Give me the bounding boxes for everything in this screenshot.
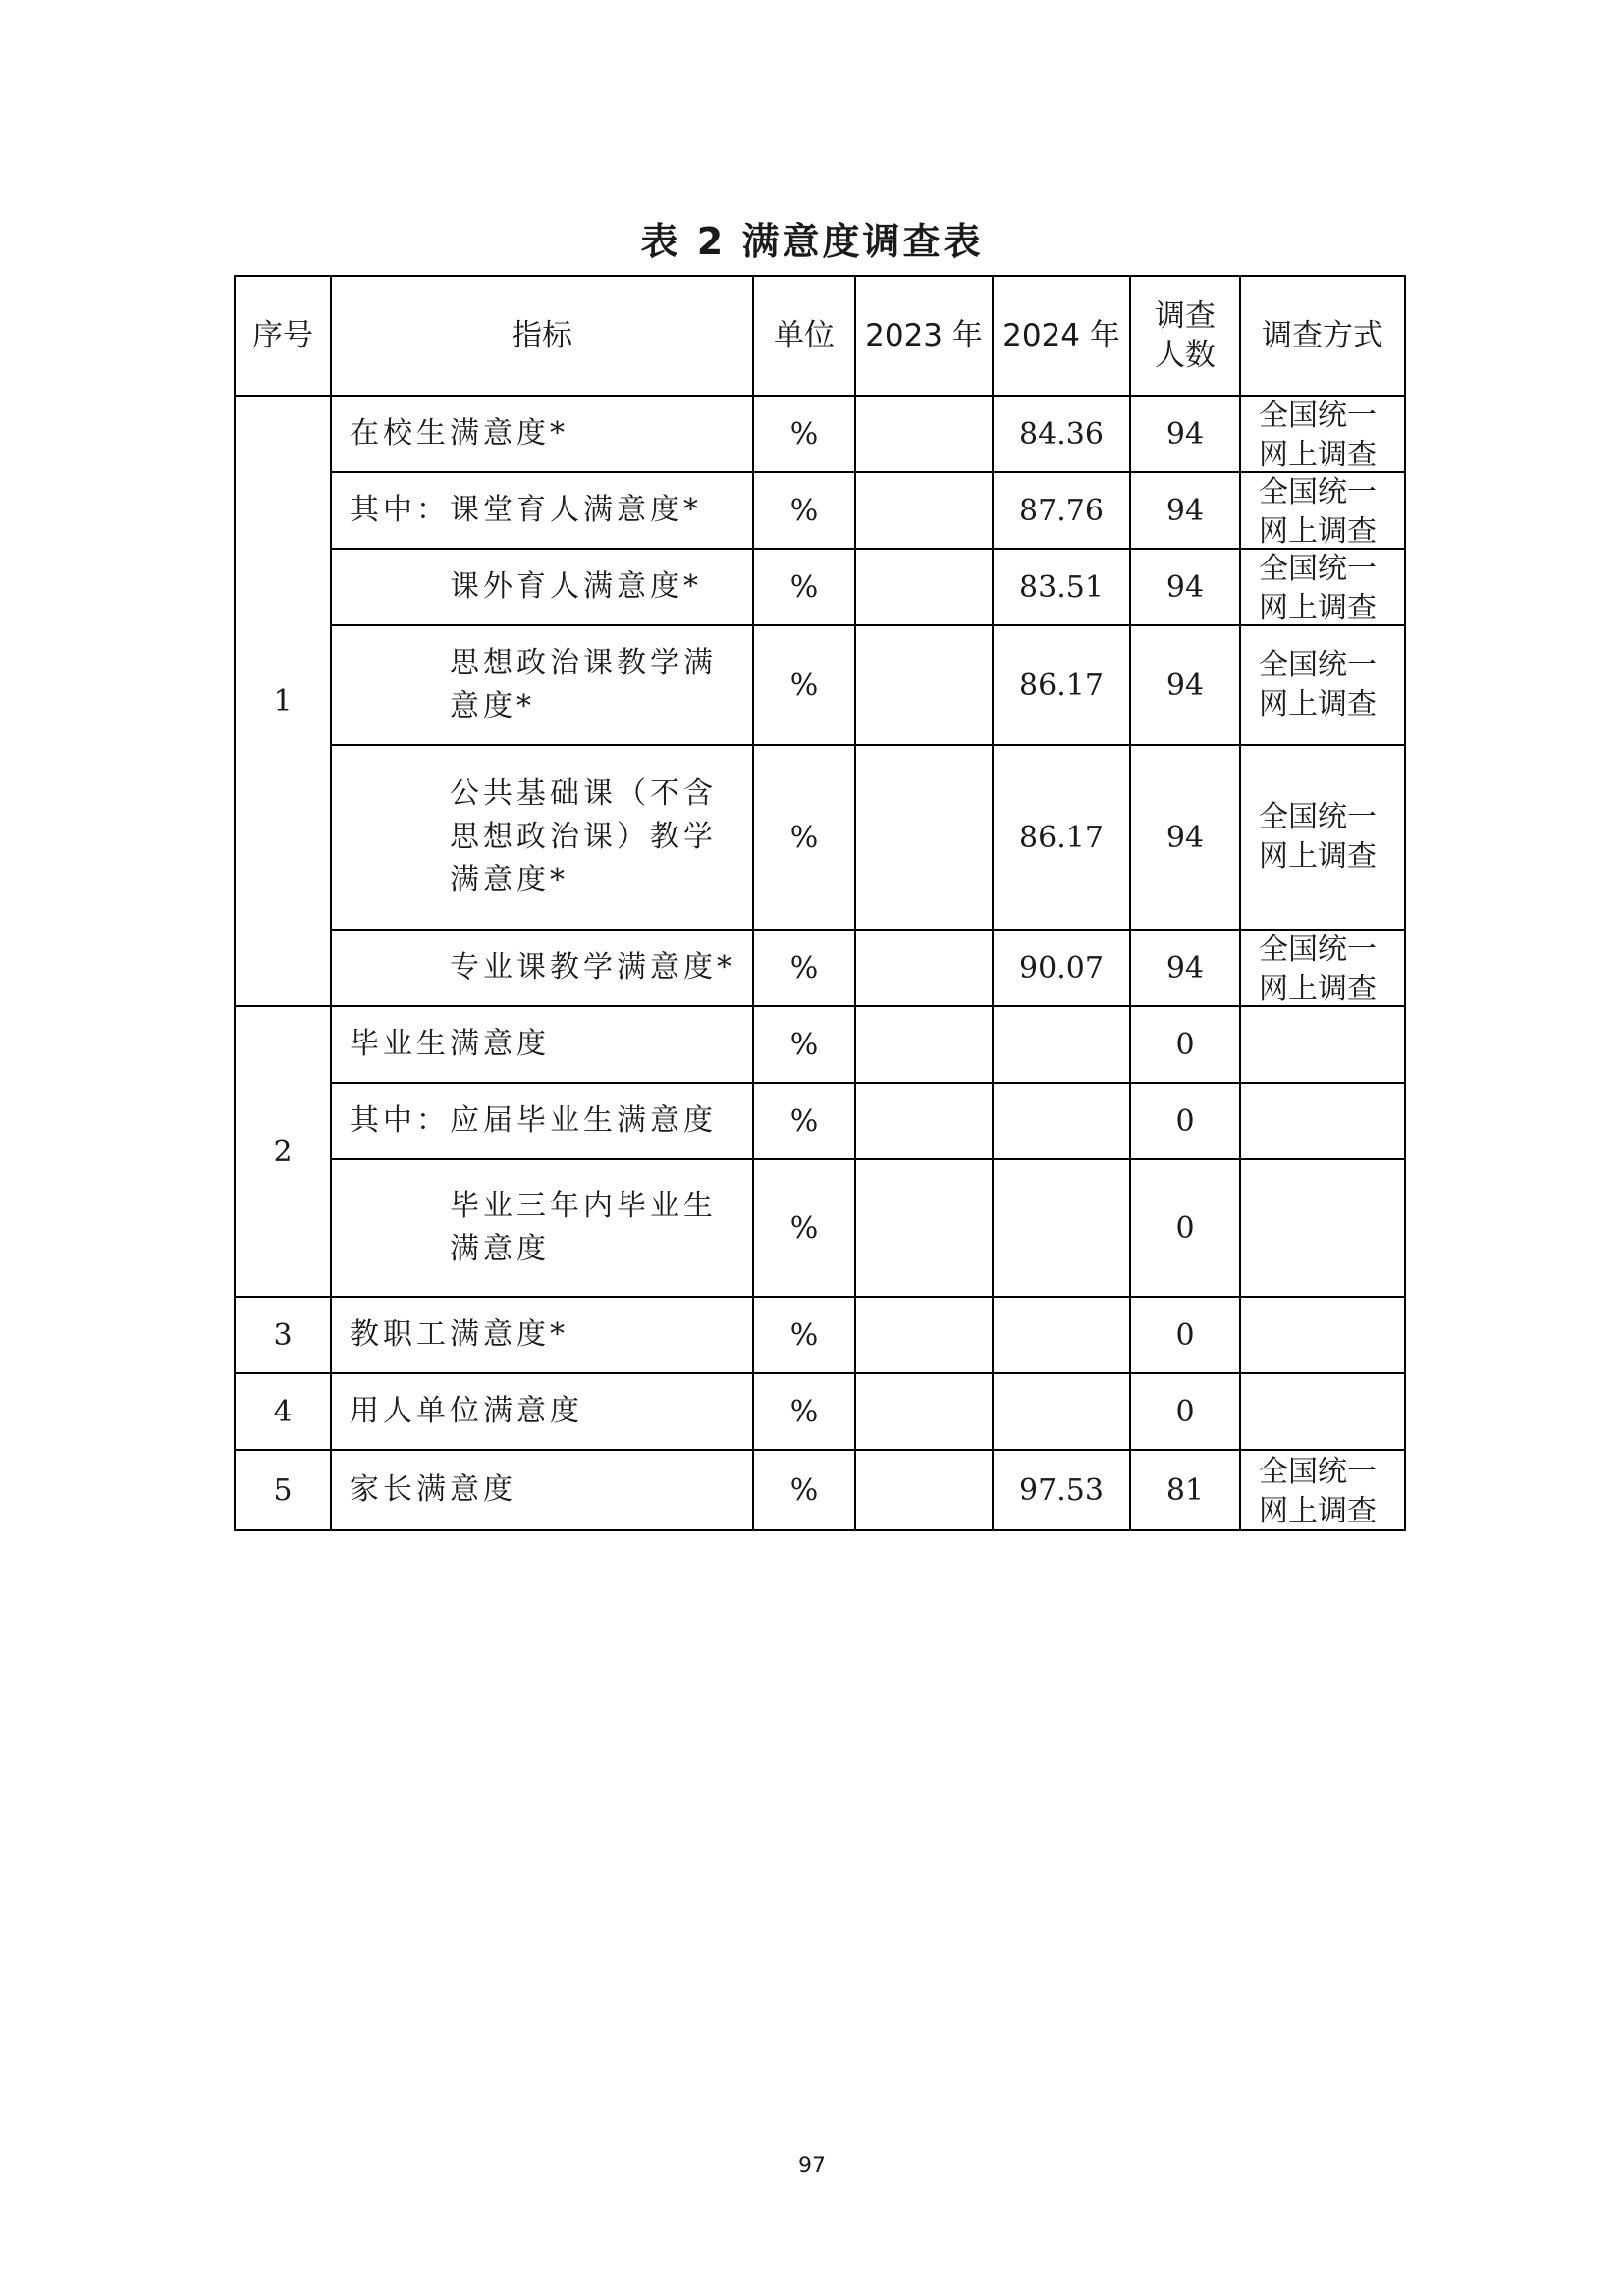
value-2023-cell — [855, 625, 993, 745]
header-seq: 序号 — [235, 276, 331, 396]
seq-cell: 2 — [235, 1006, 331, 1297]
indicator-text: 在校生满意度* — [350, 416, 568, 451]
indicator-text: 课外育人满意度* — [450, 569, 702, 604]
page-number: 97 — [798, 2154, 826, 2178]
method-text: 全国统一网上调查 — [1259, 648, 1377, 721]
table-row — [235, 745, 1405, 930]
unit-cell: % — [753, 1006, 855, 1083]
unit-cell: % — [753, 1159, 855, 1297]
value-2023-cell — [855, 1006, 993, 1083]
value-2023-cell — [855, 1083, 993, 1159]
count-cell: 0 — [1130, 1373, 1240, 1450]
value-2023-cell — [855, 1373, 993, 1450]
indicator-cell — [331, 625, 753, 745]
indicator-text: 其中：应届毕业生满意度 — [350, 1103, 717, 1138]
value-2023-cell — [855, 549, 993, 625]
table-row — [235, 1083, 1405, 1159]
indicator-cell — [331, 549, 753, 625]
header-count — [1130, 276, 1240, 396]
count-cell: 94 — [1130, 472, 1240, 549]
method-text: 全国统一网上调查 — [1259, 1455, 1377, 1527]
unit-cell: % — [753, 625, 855, 745]
method-text: 全国统一网上调查 — [1259, 475, 1377, 548]
table-row — [235, 472, 1405, 549]
seq-cell: 3 — [235, 1297, 331, 1373]
method-cell — [1240, 1159, 1405, 1297]
value-2023-cell — [855, 745, 993, 930]
table-row — [235, 1006, 1405, 1083]
table-title: 表 2 满意度调查表 — [640, 220, 984, 263]
header-count-label: 调查人数 — [1155, 298, 1216, 373]
table-row — [235, 1373, 1405, 1450]
count-cell: 0 — [1130, 1297, 1240, 1373]
unit-cell: % — [753, 1083, 855, 1159]
unit-cell: % — [753, 549, 855, 625]
unit-cell: % — [753, 472, 855, 549]
method-cell — [1240, 549, 1405, 625]
value-2024-cell — [993, 1159, 1130, 1297]
unit-cell: % — [753, 745, 855, 930]
method-text: 全国统一网上调查 — [1259, 933, 1377, 1005]
header-method: 调查方式 — [1240, 276, 1405, 396]
value-2024-cell — [993, 1373, 1130, 1450]
indicator-text: 教职工满意度* — [350, 1317, 568, 1352]
method-cell — [1240, 625, 1405, 745]
method-cell — [1240, 1297, 1405, 1373]
table-row — [235, 549, 1405, 625]
indicator-text: 家长满意度 — [350, 1472, 516, 1507]
unit-cell: % — [753, 1450, 855, 1530]
header-row — [235, 276, 1405, 396]
indicator-cell — [331, 472, 753, 549]
header-2023: 2023 年 — [855, 276, 993, 396]
indicator-text: 毕业三年内毕业生满意度 — [450, 1189, 717, 1266]
method-text: 全国统一网上调查 — [1259, 800, 1377, 874]
indicator-cell — [331, 1297, 753, 1373]
count-cell: 0 — [1130, 1159, 1240, 1297]
indicator-text: 用人单位满意度 — [350, 1394, 583, 1428]
count-cell: 0 — [1130, 1083, 1240, 1159]
table-row — [235, 625, 1405, 745]
method-cell — [1240, 396, 1405, 472]
indicator-cell — [331, 1450, 753, 1530]
indicator-cell — [331, 396, 753, 472]
indicator-text: 毕业生满意度 — [350, 1027, 550, 1061]
method-cell — [1240, 1083, 1405, 1159]
satisfaction-table — [234, 275, 1406, 1531]
table-row — [235, 396, 1405, 472]
table-row — [235, 1297, 1405, 1373]
indicator-cell — [331, 930, 753, 1006]
value-2024-cell: 86.17 — [993, 745, 1130, 930]
count-cell: 94 — [1130, 745, 1240, 930]
indicator-cell — [331, 745, 753, 930]
method-cell — [1240, 472, 1405, 549]
unit-cell: % — [753, 1297, 855, 1373]
header-unit: 单位 — [753, 276, 855, 396]
seq-cell: 1 — [235, 396, 331, 1006]
unit-cell: % — [753, 396, 855, 472]
indicator-text: 思想政治课教学满意度* — [450, 646, 717, 723]
indicator-cell — [331, 1159, 753, 1297]
value-2024-cell — [993, 1006, 1130, 1083]
method-text: 全国统一网上调查 — [1259, 399, 1377, 471]
count-cell: 94 — [1130, 396, 1240, 472]
table-row — [235, 930, 1405, 1006]
count-cell: 94 — [1130, 549, 1240, 625]
unit-cell: % — [753, 930, 855, 1006]
indicator-cell — [331, 1006, 753, 1083]
seq-cell: 4 — [235, 1373, 331, 1450]
value-2023-cell — [855, 930, 993, 1006]
count-cell: 94 — [1130, 930, 1240, 1006]
value-2023-cell — [855, 1159, 993, 1297]
method-cell — [1240, 1450, 1405, 1530]
count-cell: 0 — [1130, 1006, 1240, 1083]
value-2024-cell — [993, 1083, 1130, 1159]
indicator-text: 其中：课堂育人满意度* — [350, 493, 702, 527]
indicator-cell — [331, 1373, 753, 1450]
header-2024: 2024 年 — [993, 276, 1130, 396]
value-2024-cell: 97.53 — [993, 1450, 1130, 1530]
value-2023-cell — [855, 472, 993, 549]
table-row — [235, 1159, 1405, 1297]
value-2024-cell: 90.07 — [993, 930, 1130, 1006]
method-cell — [1240, 930, 1405, 1006]
value-2024-cell: 83.51 — [993, 549, 1130, 625]
value-2024-cell: 87.76 — [993, 472, 1130, 549]
method-cell — [1240, 1373, 1405, 1450]
seq-cell: 5 — [235, 1450, 331, 1530]
value-2024-cell: 84.36 — [993, 396, 1130, 472]
table-row — [235, 1450, 1405, 1530]
method-text: 全国统一网上调查 — [1259, 552, 1377, 624]
indicator-cell — [331, 1083, 753, 1159]
header-indicator: 指标 — [331, 276, 753, 396]
method-cell — [1240, 745, 1405, 930]
count-cell: 94 — [1130, 625, 1240, 745]
indicator-text: 公共基础课（不含思想政治课）教学满意度* — [450, 776, 717, 897]
indicator-text: 专业课教学满意度* — [450, 950, 735, 985]
value-2023-cell — [855, 1297, 993, 1373]
unit-cell: % — [753, 1373, 855, 1450]
value-2024-cell — [993, 1297, 1130, 1373]
count-cell: 81 — [1130, 1450, 1240, 1530]
method-cell — [1240, 1006, 1405, 1083]
value-2023-cell — [855, 1450, 993, 1530]
value-2024-cell: 86.17 — [993, 625, 1130, 745]
value-2023-cell — [855, 396, 993, 472]
